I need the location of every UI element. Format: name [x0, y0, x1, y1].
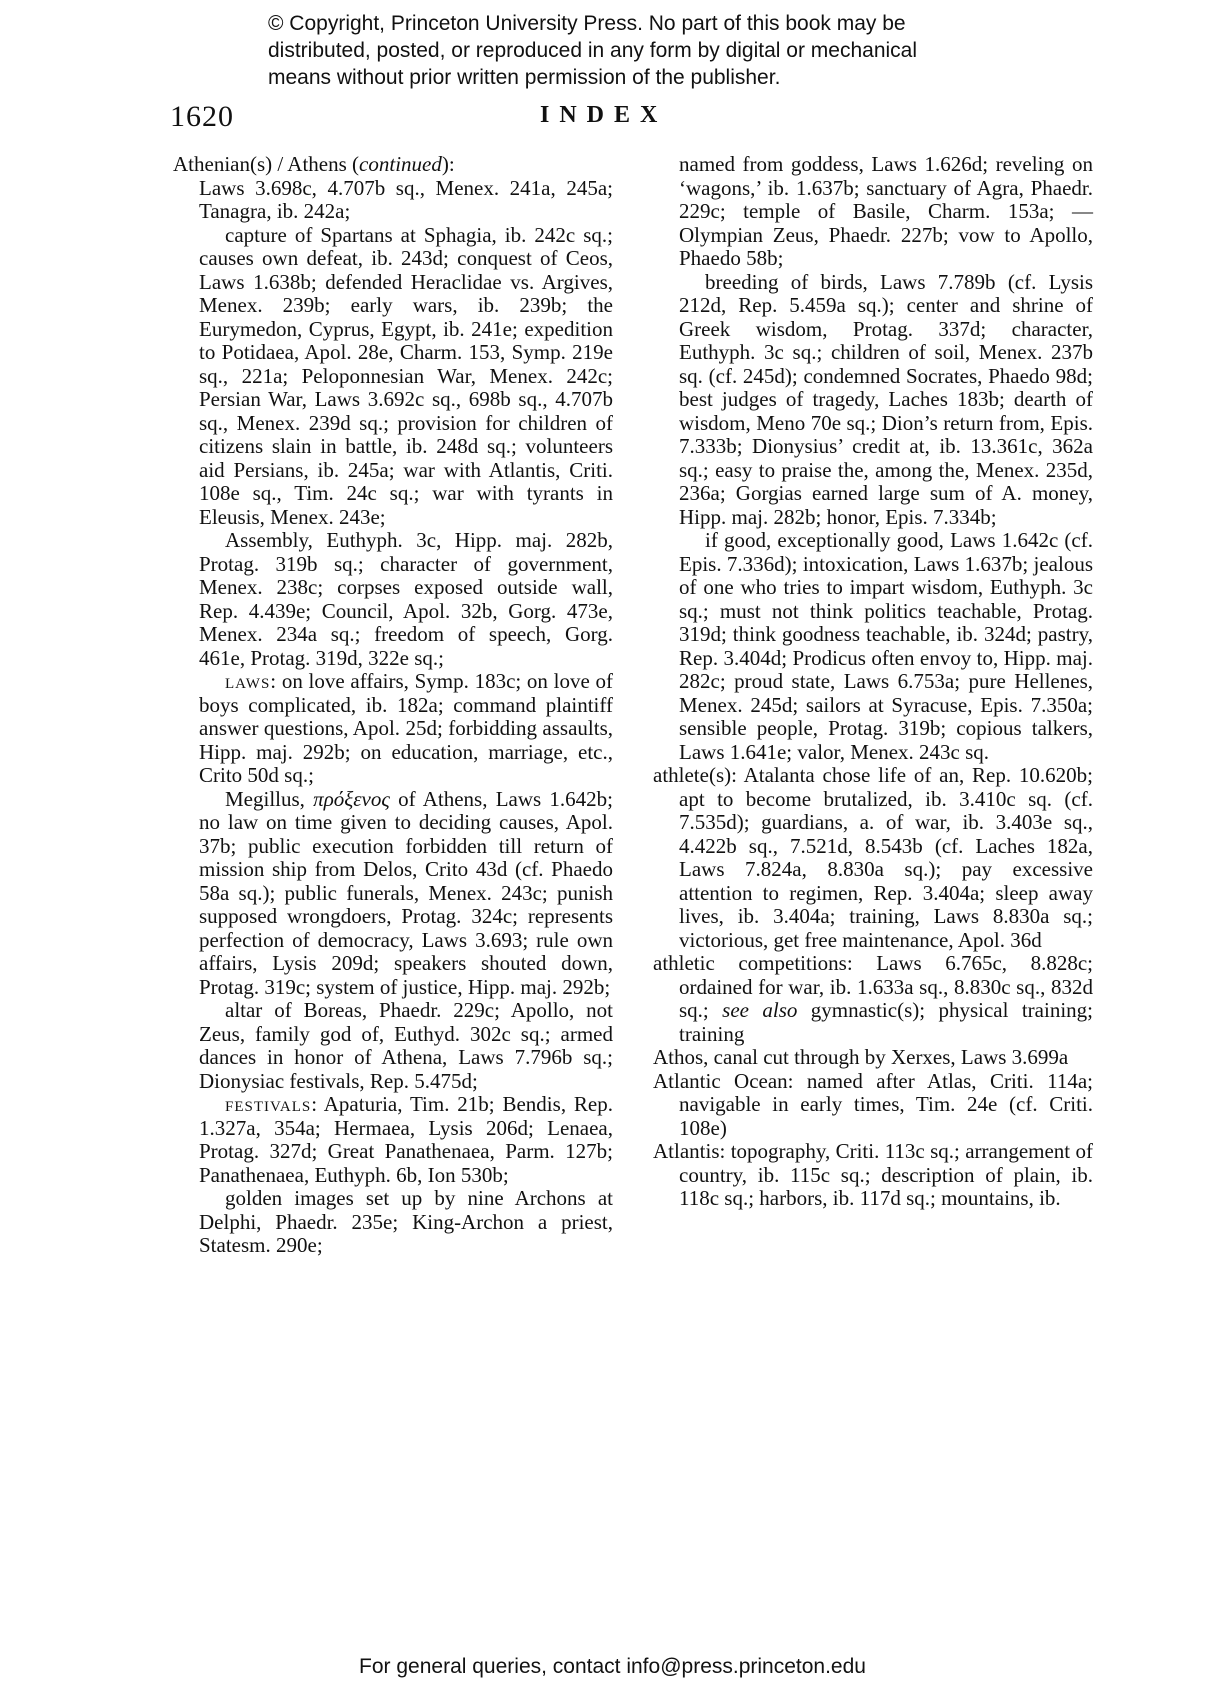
- index-entry-athenians: [173, 153, 613, 177]
- index-column-left: [173, 153, 613, 1258]
- index-entry-athletic-competitions: [653, 952, 1093, 1046]
- index-subentry: golden images set up by nine Archons at Delphi, Phaedr. 235e; King-Archon a priest, Statesm. 290e;: [199, 1186, 613, 1257]
- entry-head: Athenian(s) / Athens (: [173, 152, 360, 176]
- greek-term: πρόξενος: [313, 786, 390, 811]
- index-subentry: Assembly, Euthyph. 3c, Hipp. maj. 282b, Protag. 319b sq.; character of government, Menex. 238c; corpses exposed outside wall, Rep. 4.439e; Council, Apol. 32b, Gorg. 473e, Menex. 234a sq.; freedom of speech, Gorg. 461e, Protag. 319d, 322e sq.;: [199, 528, 613, 670]
- index-subentry: [173, 670, 613, 788]
- entry-head-italic: continued: [359, 152, 442, 176]
- see-also: see also: [722, 998, 798, 1022]
- subentry-label: laws: [225, 669, 271, 693]
- running-head: INDEX: [540, 102, 668, 128]
- index-subentry: [173, 1093, 613, 1187]
- copyright-line-2: distributed, posted, or reproduced in any form by digital or mechanical: [268, 39, 918, 62]
- index-entry-continuation: Laws 3.698c, 4.707b sq., Menex. 241a, 245a; Tanagra, ib. 242a;: [199, 175, 613, 223]
- index-entry-athletes: athlete(s): Atalanta chose life of an, Rep. 10.620b; apt to become brutalized, ib. 3.410c sq. (cf. 7.535d); guardians, a. of war, ib. 3.403e sq., 4.422b sq., 7.521d, 8.543b (cf. Laches 182a, Laws 7.824a, 8.830a sq.); pay excessive attention to regimen, Rep. 3.404a; sleep away lives, ib. 3.404a; training, Laws 8.830a sq.; victorious, get free maintenance, Apol. 36d: [653, 763, 1093, 952]
- index-subentry: altar of Boreas, Phaedr. 229c; Apollo, not Zeus, family god of, Euthyd. 302c sq.; armed dances in honor of Athena, Laws 7.796b sq.; Dionysiac festivals, Rep. 5.475d;: [199, 998, 613, 1093]
- index-entry-atlantis: Atlantis: topography, Criti. 113c sq.; arrangement of country, ib. 115c sq.; description of plain, ib. 118c sq.; harbors, ib. 117d sq.; mountains, ib.: [653, 1139, 1093, 1210]
- subentry-text: : Apaturia, Tim. 21b; Bendis, Rep. 1.327a, 354a; Hermaea, Lysis 206d; Lenaea, Protag. 327d; Great Panathenaea, Parm. 127b; Panathenaea, Euthyph. 6b, Ion 530b;: [199, 1092, 613, 1187]
- entry-text: athletic competitions: Laws 6.765c, 8.828c; ordained for war, ib. 1.633a sq., 8.830c sq., 832d sq.;: [653, 951, 1093, 1022]
- copyright-line-3: means without prior written permission of the publisher.: [268, 66, 781, 89]
- subentry-label: festivals: [225, 1092, 312, 1116]
- index-subentry: capture of Spartans at Sphagia, ib. 242c sq.; causes own defeat, ib. 243d; conquest of Ceos, Laws 1.638b; defended Heraclidae vs. Argives, Menex. 239b; early wars, ib. 239b; the Eurymedon, Cyprus, Egypt, ib. 241e; expedition to Potidaea, Apol. 28e, Charm. 153, Symp. 219e sq., 221a; Peloponnesian War, Menex. 242c; Persian War, Laws 3.692c sq., 698b sq., 4.707b sq., Menex. 239d sq.; provision for children of citizens slain in battle, ib. 248d sq.; volunteers aid Persians, ib. 245a; war with Atlantis, Criti. 108e sq., Tim. 24c sq.; war with tyrants in Eleusis, Menex. 243e;: [199, 222, 613, 529]
- copyright-notice: [268, 10, 1028, 91]
- index-entry-athos: Athos, canal cut through by Xerxes, Laws 3.699a: [653, 1045, 1069, 1069]
- index-subentry: if good, exceptionally good, Laws 1.642c (cf. Epis. 7.336d); intoxication, Laws 1.637b; jealous of one who tries to impart wisdom, Euthyph. 3c sq.; must not think politics teachable, Protag. 319d; think goodness teachable, ib. 324d; pastry, Rep. 3.404d; Prodicus often envoy to, Hipp. maj. 282c; proud state, Laws 6.753a; pure Hellenes, Menex. 245d; sailors at Syracuse, Epis. 7.350a; sensible people, Protag. 319b; copious talkers, Laws 1.641e; valor, Menex. 243c sq.: [679, 528, 1093, 764]
- index-subentry: [173, 788, 613, 1000]
- entry-head-tail: ):: [441, 152, 455, 176]
- index-subentry-continued: named from goddess, Laws 1.626d; reveling on ‘wagons,’ ib. 1.637b; sanctuary of Agra, Phaedr. 229c; temple of Basile, Charm. 153a; — Olympian Zeus, Phaedr. 227b; vow to Apollo, Phaedo 58b;: [679, 152, 1093, 270]
- index-subentry: breeding of birds, Laws 7.789b (cf. Lysis 212d, Rep. 5.459a sq.); center and shrine of Greek wisdom, Protag. 337d; character, Euthyph. 3c sq.; children of soil, Menex. 237b sq. (cf. 245d); condemned Socrates, Phaedo 98d; best judges of tragedy, Laches 183b; dearth of wisdom, Meno 70e sq.; Dion’s return from, Epis. 7.333b; Dionysius’ credit at, ib. 13.361c, 362a sq.; easy to praise the, among the, Menex. 235d, 236a; Gorgias earned large sum of A. money, Hipp. maj. 282b; honor, Epis. 7.334b;: [679, 269, 1093, 529]
- index-column-right: [653, 153, 1093, 1211]
- subentry-text: : on love affairs, Symp. 183c; on love of boys complicated, ib. 182a; command plaintiff answer questions, Apol. 25d; forbidding assaults, Hipp. maj. 292b; on education, marriage, etc., Crito 50d sq.;: [199, 669, 613, 787]
- subentry-text: of Athens, Laws 1.642b; no law on time given to deciding causes, Apol. 37b; public execution forbidden till return of mission ship from Delos, Crito 43d (cf. Phaedo 58a sq.); public funerals, Menex. 243c; punish supposed wrongdoers, Protag. 324c; represents perfection of democracy, Laws 3.693; rule own affairs, Lysis 209d; speakers shouted down, Protag. 319c; system of justice, Hipp. maj. 292b;: [199, 786, 614, 999]
- entry-text-tail: gymnastic(s); physical training; training: [679, 998, 1093, 1046]
- subentry-head: Megillus,: [225, 786, 314, 811]
- page-number: 1620: [170, 100, 234, 133]
- copyright-line-1: © Copyright, Princeton University Press. No part of this book may be: [268, 12, 906, 35]
- footer-contact: For general queries, contact info@press.princeton.edu: [359, 1655, 866, 1678]
- index-entry-atlantic-ocean: Atlantic Ocean: named after Atlas, Criti. 114a; navigable in early times, Tim. 24e (cf. Criti. 108e): [653, 1068, 1093, 1140]
